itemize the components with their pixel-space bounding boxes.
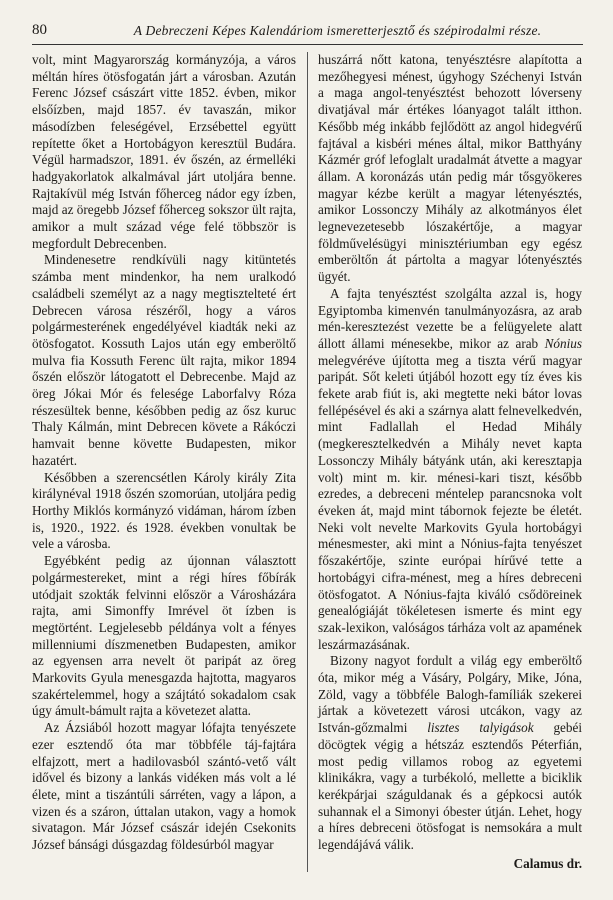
- italic-term: Nónius: [544, 335, 582, 351]
- paragraph: Mindenesetre rendkívüli nagy kitüntetés számba ment mindenkor, ha nem uralkodó családbeli személyt az a nagy megtisztelteté ért Debrecen városa részéről, hogy a város polgármesterének engedélyével kiadták neki az ötösfogatot. Kossuth Lajos után egy emberöltő mulva fia Kossuth Ferenc ült rajta, mikor 1894 őszén először látogatott el Debrecenbe. Majd az öreg Jókai Mór és felesége Laborfalvy Róza részesültek benne, későbben pedig az ősz kuruc Thaly Kálmán, mint Debrecen követe a Rákóczi hamvait benne követte Budapesten, mikor hazatért.: [32, 252, 296, 468]
- italic-term: lisztes talyigások: [427, 720, 534, 736]
- paragraph: huszárrá nőtt katona, tenyésztésre alapította a mezőhegyesi ménest, úgyhogy Széchenyi István a maga angol-tenyésztést behozott lóverseny divatjával már értékes lóanyagot talált itthon. Később még inkább fejlődött az angol hidegvérű fajtával a kisbéri ménes által, mikor Batthyány Kázmér gróf lefoglalt uradalmát átvette a magyar állam. A koronázás után pedig már tősgyökeres magyar kézbe került a magyar létenyésztés, amikor Lossonczy Mihály az alkotmányos élet legnevezetesebb lószakértője, a magyar földművelésügyi minisztériumban egy egész emberöltőn át pártolta a magyar lótenyésztés ügyét.: [318, 52, 582, 285]
- running-title: A Debreczeni Képes Kalendáriom ismeretterjesztő és szépirodalmi része.: [133, 23, 542, 38]
- paragraph-text: Bizony nagyot fordult a világ egy emberöltő óta, mikor még a Vásáry, Polgáry, Mike, Jóna, Zöld, vagy a többféle Balogh-famíliák szekerei jártak a követezett városi utcákon, vagy az István-gőzmalmi: [318, 653, 582, 736]
- author-signature: Calamus dr.: [513, 855, 582, 871]
- right-column: [318, 52, 582, 872]
- paragraph: [318, 653, 582, 853]
- page-header: [32, 22, 583, 44]
- header-rule: [32, 44, 583, 45]
- paragraph: Egyébként pedig az újonnan választott polgármestereket, mint a régi híres főbírák utódjait szokták felvinni először a Városházára rajta, ami Simonffy Imrével öt ízben is megtörtént. Legjelesebb példánya volt a fényes millenniumi díszmenetben Budapesten, amikor az egyensen arra nevelt öt paripát az öreg Markovits Gyula menesgazda hajtotta, magyaros szakértelemmel, hogy a szájtátó sokadalom csak úgy ámult-bámult rajta a követezet alatta.: [32, 553, 296, 719]
- paragraph: Az Ázsiából hozott magyar lófajta tenyészete ezer esztendő óta mar többféle táj-fajtára elfajzott, mert a hadilovasból szántó-vető vált idővel és bizony a lankás vidéken más volt a lé élete, mint a tiszántúli sárréten, vagy a lápon, a vizen és a száron, úttalan utakon, vagy a homok sivatagon. Már József császár idején Csekonits József bánsági dúsgazdag földesúrból magyar: [32, 720, 296, 853]
- column-divider: [307, 52, 308, 872]
- left-column: [32, 52, 296, 854]
- paragraph: Későbben a szerencsétlen Károly király Zita királynéval 1918 őszén szomorúan, utoljára pedig Horthy Miklós kormányzó vidáman, három ízben is, 1920., 1922. és 1928. években vonultak be vele a városba.: [32, 469, 296, 552]
- page-number: 80: [32, 22, 47, 38]
- paragraph: volt, mint Magyarország kormányzója, a város méltán híres ötösfogatán járt a városban. Azután Ferenc József császárt vitte 1852. évben, mikor elsőízben, majd 1857. év tavaszán, mikor másodízben feleségével, Erzsébettel együtt repítette őket a Hortobágyon keresztül Budára. Végül harmadszor, 1891. év őszén, az érmelléki hadgyakorlatok alkalmával járt utoljára benne. Rajtakívül még István főherceg nádor egy ízben, majd az öregebb József főherceg sokszor ült rajta, amikor a mult század vége felé többször is megfordult Debrecenben.: [32, 52, 296, 251]
- paragraph: [318, 286, 582, 653]
- paragraph-text: gebéi döcögtek végig a hétszáz esztendős Péterfián, most pedig villamos robog az egyetemi klinikákra, vagy a turbékoló, mellette a biciklik kerékpárjai száguldanak és a gépkocsi autók suhannak el a Simonyi óbester útján. Lehet, hogy a híres debreceni ötösfogat is nemsokára a mult legendájává válik.: [318, 720, 582, 853]
- paragraph-text: melegvéréve újította meg a tiszta vérű magyar paripát. Sőt keleti útjából hozott egy tíz éves kis fekete arab fiút is, aki megtette neki bátor lovas fellépésével és aki a szárnya alatt felnevelkedvén, mint Fadlallah el Hedad Mihály (megkeresztelkedvén a Mihály nevet kapta Lossonczy Mihály bátyánk után, aki keresztapja volt) mint m. kir. ménesi-kari tiszt, később ezredes, a debreceni méntelep parancsnoka volt éveken át, majd mint tábornok fejezte be életét. Neki volt nevelte Markovits Gyula hortobágyi ménesmester, aki mint a Nónius-fajta tenyészet főszakértője, szinte európai hírűvé tette a hortobágyi cifra-ménest, meg a híres debreceni ötösfogatot. A Nónius-fajta kiváló csődöreinek genealógiáját tökéletesen ismerte és mint egy szak-lexikon, valóságos tárháza volt az apamének leszármazásának.: [318, 352, 582, 652]
- paragraph-text: A fajta tenyésztést szolgálta azzal is, hogy Egyiptomba kimenvén tanulmányozásra, az arab mén-keresztezést vezette be a felügyelete alatt állott állami ménesekbe, mikor az arab: [318, 285, 582, 351]
